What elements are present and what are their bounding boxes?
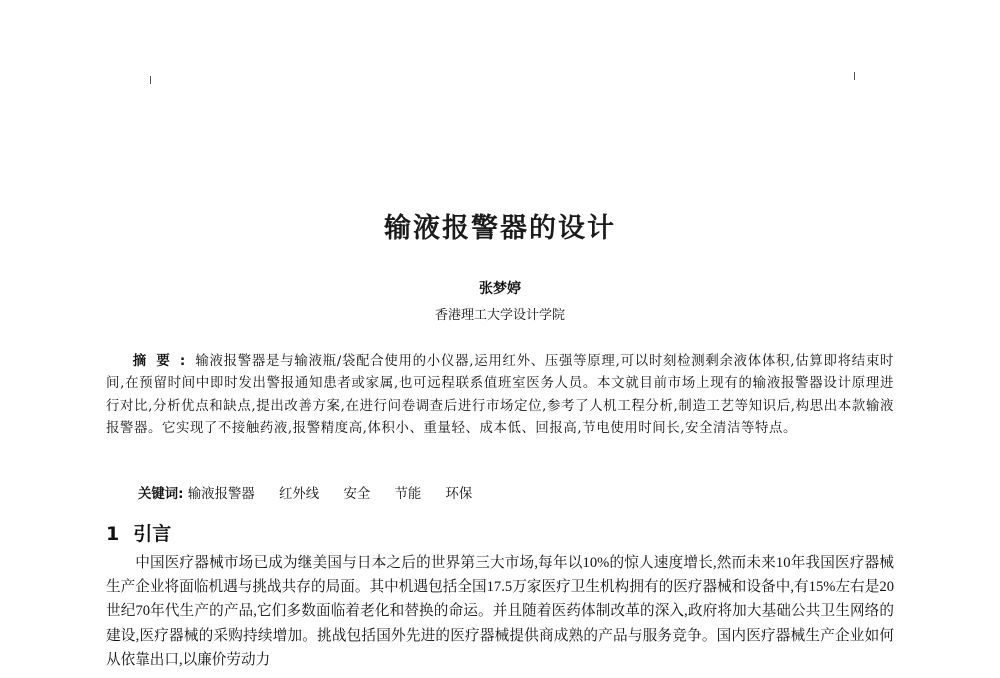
section-heading <box>106 519 171 546</box>
abstract-label: 摘要: <box>132 354 196 369</box>
abstract <box>106 351 894 441</box>
crop-mark-right <box>854 72 855 80</box>
keyword: 安全 <box>343 487 371 502</box>
crop-mark-left <box>150 76 151 84</box>
keywords-label: 关键词: <box>138 487 184 502</box>
keyword: 节能 <box>394 487 422 502</box>
keyword: 输液报警器 <box>187 487 255 502</box>
section-title: 引言 <box>133 523 172 545</box>
body-paragraph: 中国医疗器械市场已成为继美国与日本之后的世界第三大市场,每年以10%的惊人速度增长,然而未来10年我国医疗器械生产企业将面临机遇与挑战共存的局面。其中机遇包括全国17.5万家医疗卫生机构拥有的医疗器械和设备中,有15%左右是20世纪70年代生产的产品,它们多数面临着老化和替换的命运。并且随着医药体制改革的深入,政府将加大基础公共卫生网络的建设,医疗器械的采购持续增加。挑战包括国外先进的医疗器械提供商成熟的产品与服务竞争。国内医疗器械生产企业如何从依靠出口,以廉价劳动力 <box>106 555 894 668</box>
keyword: 红外线 <box>279 487 320 502</box>
paper-title: 输液报警器的设计 <box>384 213 616 244</box>
section-number: 1 <box>106 523 120 545</box>
author-affiliation: 香港理工大学设计学院 <box>434 308 565 323</box>
author-name: 张梦婷 <box>479 281 521 297</box>
keywords-line <box>138 483 492 502</box>
abstract-text: 输液报警器是与输液瓶/袋配合使用的小仪器,运用红外、压强等原理,可以时刻检测剩余液体体积,估算即将结束时间,在预留时间中即时发出警报通知患者或家属,也可远程联系值班室医务人员。本文就目前市场上现有的输液报警器设计原理进行对比,分析优点和缺点,提出改善方案,在进行问卷调查后进行市场定位,参考了人机工程分析,制造工艺等知识后,构思出本款输液报警器。它实现了不接触药液,报警精度高,体积小、重量轻、成本低、回报高,节电使用时间长,安全清洁等特点。 <box>106 354 894 437</box>
keyword: 环保 <box>445 487 473 502</box>
